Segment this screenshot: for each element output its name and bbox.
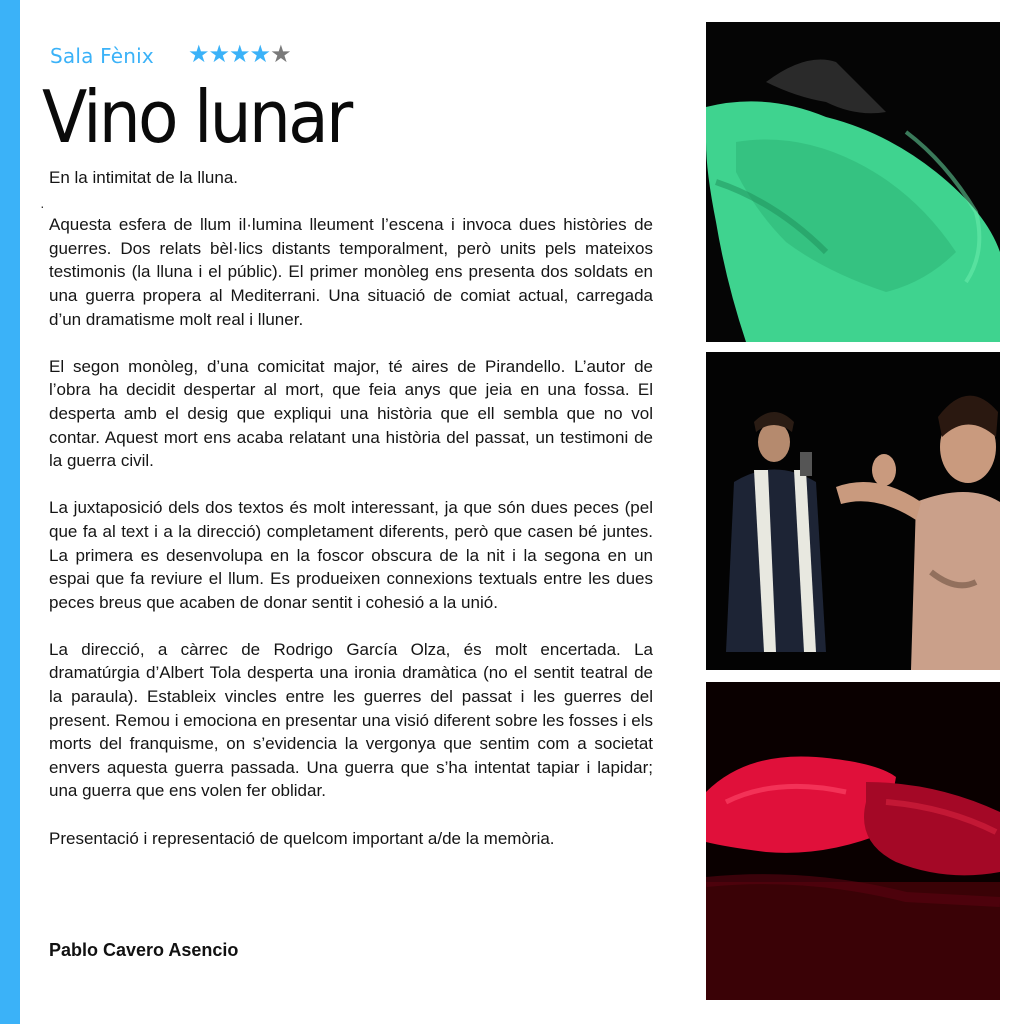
star-icon: ★ xyxy=(188,40,209,68)
star-icon: ★ xyxy=(208,40,230,68)
star-rating xyxy=(188,42,291,66)
accent-bar xyxy=(0,0,20,1024)
star-icon: ★ xyxy=(249,40,271,68)
actors-image xyxy=(706,352,1000,670)
photo-red-figure xyxy=(706,682,1000,1000)
paragraph: Presentació i representació de quelcom important a/de la memòria. xyxy=(49,828,555,848)
paragraph: La juxtaposició dels dos textos és molt interessant, ja que són dues peces (pel que fa al text i a la direcció) completament diferents, però que casen bé juntes. La primera es desenvolupa en la foscor obscura de la nit i la segona en un espai que fa reviure el llum. Es produeixen connexions textuals entre les dues peces breus que acaben de donar sentit i cohesió a la unió. xyxy=(49,498,653,612)
stray-dot: · xyxy=(40,198,45,214)
page-title: Vino lunar xyxy=(42,75,351,159)
paragraph: La direcció, a càrrec de Rodrigo García Olza, és molt encertada. La dramatúrgia d’Albert Tola desperta una ironia dramàtica (no el sentit teatral de la paraula). Estableix vincles entre les guerres del passat i les guerres del present. Remou i emociona en presentar una visió diferent sobre les fosses i els morts del franquisme, on s’evidencia la vergonya que sentim com a societat envers aquesta guerra passada. Una guerra que s’ha intentat tapiar i lapidar; una guerra que ens volen fer oblidar. xyxy=(49,639,653,801)
venue-label: Sala Fènix xyxy=(50,44,154,68)
photo-two-actors xyxy=(706,352,1000,670)
star-icon: ★ xyxy=(229,40,250,68)
intro-line: En la intimitat de la lluna. xyxy=(49,168,238,187)
red-figure-image xyxy=(706,682,1000,1000)
article-body xyxy=(49,166,653,874)
photo-green-cloth xyxy=(706,22,1000,342)
author-name: Pablo Cavero Asencio xyxy=(49,940,239,960)
paragraph: El segon monòleg, d’una comicitat major, té aires de Pirandello. L’autor de l’obra ha decidit despertar al mort, que feia anys que jeia en una fossa. El desperta amb el desig que expliqui una història que ell sembla que no vol contar. Aquest mort ens acaba relatant una història del passat, un testimoni de la guerra civil. xyxy=(49,356,653,471)
green-cloth-image xyxy=(706,22,1000,342)
paragraph: Aquesta esfera de llum il·lumina lleument l’escena i invoca dues històries de guerres. Dos relats bèl·lics distants temporalment, però units pels mateixos testimonis (la lluna i el públic). El primer monòleg ens presenta dos soldats en una guerra propera al Mediterrani. Una situació de comiat actual, carregada d’un dramatisme molt real i lluner. xyxy=(49,215,653,329)
star-empty-icon: ★ xyxy=(270,40,291,68)
